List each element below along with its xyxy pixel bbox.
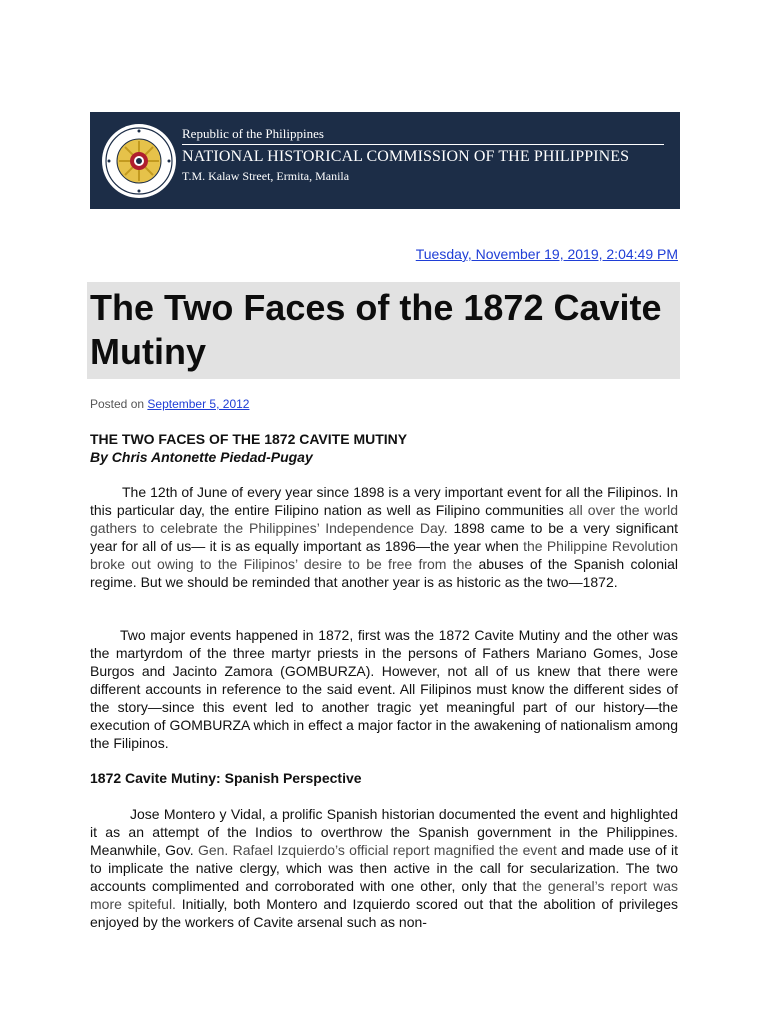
paragraph-1: [90, 483, 678, 591]
paragraph-3-part-c: and made use of it to implicate the native clergy, which was then active in the call for secularization. The two accounts complimented and corroborated with one other, only that: [90, 842, 679, 894]
header-address: T.M. Kalaw Street, Ermita, Manila: [182, 169, 350, 183]
nhcp-header-banner: [90, 112, 680, 209]
header-republic-line: Republic of the Philippines: [182, 126, 664, 145]
byline-prefix: By: [90, 449, 108, 465]
paragraph-3-part-a: Jose Montero y Vidal, a prolific Spanish historian documented the event and highlighted it as an attempt of the Indios to overthrow the Spanish government in the Philippines. Meanwhile, Gov.: [90, 806, 678, 858]
header-text-block: [182, 126, 664, 184]
nhcp-seal-icon: [101, 123, 177, 199]
paragraph-1-part-b: all over the world gathers to celebrate the Philippines’ Independence Day.: [90, 502, 678, 536]
posted-on-line: [90, 397, 249, 411]
paragraph-3: [90, 805, 678, 931]
article-heading: THE TWO FACES OF THE 1872 CAVITE MUTINY: [90, 431, 408, 447]
author-name: Chris Antonette Piedad-Pugay: [111, 449, 313, 465]
paragraph-1-part-c: 1898 came to be a very significant year for all of us— it is as equally important as 1896—the year when: [90, 520, 678, 554]
header-commission-name: NATIONAL HISTORICAL COMMISSION OF THE PHILIPPINES: [182, 148, 630, 165]
posted-prefix: Posted on: [90, 397, 145, 411]
title-box: [87, 282, 680, 379]
paragraph-2: Two major events happened in 1872, first was the 1872 Cavite Mutiny and the other was the martyrdom of the three martyr priests in the persons of Fathers Mariano Gomes, Jose Burgos and Jacinto Zamora (GOMBURZA). However, not all of us knew that there were different accounts in reference to the said event. All Filipinos must know the different sides of the story—since this event led to another tragic yet meaningful part of our history—the execution of GOMBURZA which in effect a major factor in the awakening of nationalism among the Filipinos.: [90, 627, 678, 751]
paragraph-1-part-d: the Philippine Revolution broke out owing to the Filipinos’ desire to be free from the: [90, 538, 678, 572]
paragraph-3-part-d: the general’s report was more spiteful.: [90, 878, 678, 912]
paragraph-1-part-a: The 12th of June of every year since 1898 is a very important event for all the Filipinos. In this particular day, the entire Filipino nation as well as Filipino communities: [90, 484, 678, 518]
section-heading-spanish-perspective: 1872 Cavite Mutiny: Spanish Perspective: [90, 770, 362, 786]
byline: [90, 448, 313, 466]
page-title: The Two Faces of the 1872 Cavite Mutiny: [90, 287, 662, 372]
paragraph-1-part-e: abuses of the Spanish colonial regime. But we should be reminded that another year is as historic as the two—1872.: [90, 556, 678, 590]
timestamp-link[interactable]: Tuesday, November 19, 2019, 2:04:49 PM: [415, 246, 678, 262]
posted-date-link[interactable]: September 5, 2012: [147, 397, 250, 411]
paragraph-3-part-e: Initially, both Montero and Izquierdo scored out that the abolition of privileges enjoyed by the workers of Cavite arsenal such as non-: [90, 896, 678, 930]
paragraph-3-part-b: Gen. Rafael Izquierdo’s official report magnified the event: [197, 842, 557, 858]
